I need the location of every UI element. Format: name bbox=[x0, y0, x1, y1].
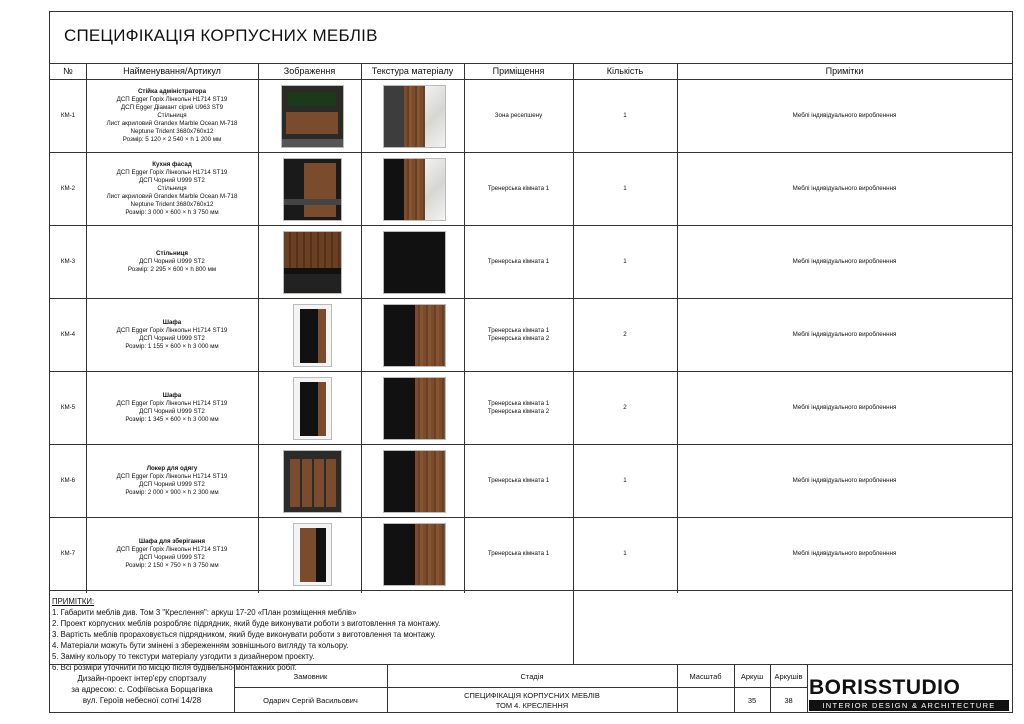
header-name: Найменування/Артикул bbox=[123, 66, 221, 76]
col-divider bbox=[361, 63, 362, 593]
black-swatch bbox=[384, 524, 415, 585]
item-quantity: 1 bbox=[623, 111, 627, 119]
note-item: 5. Заміну кольору то текстури матеріалу узгодити з дизайнером проєкту. bbox=[52, 652, 315, 661]
item-number: КМ-1 bbox=[60, 111, 76, 119]
item-spec-line: Розмір: 3 000 × 600 × h 3 750 мм bbox=[125, 208, 219, 216]
item-spec-line: Розмір: 2 295 × 600 × h 800 мм bbox=[127, 265, 217, 273]
material-texture bbox=[383, 231, 446, 294]
item-room: Тренерська кімната 1 bbox=[487, 549, 550, 557]
black-swatch bbox=[384, 232, 445, 293]
notes-divider bbox=[573, 593, 574, 664]
col-divider bbox=[258, 63, 259, 593]
item-note: Меблі індивідуального виробленння bbox=[792, 403, 897, 411]
project-info: Дизайн-проект інтер'єру спортзалу за адресою: с. Софіївська Борщагівка вул. Героїв небесної сотні 14/28 bbox=[71, 673, 213, 705]
sheet-label: Аркуш bbox=[740, 671, 764, 681]
furniture-image bbox=[293, 304, 332, 367]
walnut-swatch bbox=[415, 305, 446, 366]
material-texture bbox=[383, 85, 446, 148]
item-number: КМ-4 bbox=[60, 330, 76, 338]
furniture-image bbox=[281, 85, 344, 148]
client-name: Одарич Сергій Васильович bbox=[263, 696, 358, 705]
item-spec-line: ДСП Чорний U999 ST2 bbox=[139, 176, 205, 184]
material-texture bbox=[383, 450, 446, 513]
header-number: № bbox=[63, 66, 73, 76]
item-quantity: 2 bbox=[623, 403, 627, 411]
item-spec-line: Стільниця bbox=[157, 184, 187, 192]
item-quantity: 2 bbox=[623, 330, 627, 338]
black-swatch bbox=[384, 305, 415, 366]
item-name-cell bbox=[86, 371, 258, 444]
item-room: Тренерська кімната 1 Тренерська кімната 2 bbox=[487, 399, 550, 415]
stage-value: СПЕЦИФІКАЦІЯ КОРПУСНИХ МЕБЛІВ ТОМ 4. КРЕСЛЕННЯ bbox=[464, 690, 600, 710]
item-quantity: 1 bbox=[623, 184, 627, 192]
item-name-cell bbox=[86, 517, 258, 590]
item-name-cell bbox=[86, 298, 258, 371]
sheet-number: 35 bbox=[747, 696, 757, 705]
item-spec-line: ДСП Egger Горіх Лінкольн H1714 ST19 bbox=[116, 95, 228, 103]
notes-block bbox=[52, 596, 440, 673]
client-label: Замовник bbox=[293, 671, 328, 681]
note-item: 3. Вартість меблів прораховується підрядником, який буде виконувати роботи з виготовлення та монтажу. bbox=[52, 630, 436, 639]
item-number: КМ-3 bbox=[60, 257, 76, 265]
item-spec-line: Лист акриловий Grandex Marble Ocean M-718 bbox=[106, 119, 238, 127]
note-item: 1. Габарити меблів див. Том 3 "Креслення": аркуш 17-20 «План розміщення меблів» bbox=[52, 608, 357, 617]
studio-logo bbox=[807, 676, 1013, 713]
item-name: Стільниця bbox=[156, 249, 188, 257]
furniture-image bbox=[283, 450, 342, 513]
item-spec-line: ДСП Egger Діамант сірий U963 ST9 bbox=[120, 103, 224, 111]
item-name: Шафа bbox=[162, 391, 182, 399]
item-note: Меблі індивідуального виробленння bbox=[792, 330, 897, 338]
row-border bbox=[50, 590, 1012, 591]
material-texture bbox=[383, 377, 446, 440]
walnut-swatch bbox=[415, 524, 446, 585]
item-number: КМ-2 bbox=[60, 184, 76, 192]
item-name: Шафа bbox=[162, 318, 182, 326]
item-spec-line: Neptune Trident 3680x760x12 bbox=[130, 127, 214, 135]
walnut-swatch bbox=[415, 451, 446, 512]
header-image: Зображення bbox=[283, 66, 336, 76]
item-spec-line: ДСП Egger Горіх Лінкольн H1714 ST19 bbox=[116, 326, 228, 334]
marble-swatch bbox=[425, 86, 445, 147]
item-room: Тренерська кімната 1 Тренерська кімната 2 bbox=[487, 326, 550, 342]
header-quantity: Кількість bbox=[606, 66, 644, 76]
material-texture bbox=[383, 523, 446, 586]
header-room: Приміщення bbox=[492, 66, 545, 76]
notes-header: ПРИМІТКИ: bbox=[52, 597, 95, 606]
item-note: Меблі індивідуального виробленння bbox=[792, 549, 897, 557]
item-spec-line: ДСП Egger Горіх Лінкольн H1714 ST19 bbox=[116, 168, 228, 176]
drawing-sheet bbox=[49, 11, 1013, 713]
material-texture bbox=[383, 304, 446, 367]
item-room: Зона ресепшену bbox=[494, 111, 543, 119]
item-spec-line: Розмір: 1 155 × 600 × h 3 000 мм bbox=[125, 342, 219, 350]
item-spec-line: ДСП Egger Горіх Лінкольн H1714 ST19 bbox=[116, 545, 228, 553]
item-name: Локер для одягу bbox=[146, 464, 198, 472]
item-name: Кухня фасад bbox=[152, 160, 192, 168]
logo-subtitle: INTERIOR DESIGN & ARCHITECTURE bbox=[809, 700, 1009, 711]
item-name-cell bbox=[86, 444, 258, 517]
item-spec-line: ДСП Egger Горіх Лінкольн H1714 ST19 bbox=[116, 399, 228, 407]
scale-label: Масштаб bbox=[689, 671, 722, 681]
walnut-swatch bbox=[404, 159, 424, 220]
furniture-image bbox=[293, 377, 332, 440]
black-swatch bbox=[384, 451, 415, 512]
item-spec-line: Розмір: 2 000 × 900 × h 2 300 мм bbox=[125, 488, 219, 496]
item-spec-line: Розмір: 1 345 × 600 × h 3 000 мм bbox=[125, 415, 219, 423]
item-spec-line: ДСП Egger Горіх Лінкольн H1714 ST19 bbox=[116, 472, 228, 480]
item-spec-line: Neptune Trident 3680x760x12 bbox=[130, 200, 214, 208]
walnut-swatch bbox=[404, 86, 424, 147]
note-item: 2. Проект корпусних меблів розробляє підрядник, який буде виконувати роботи з виготовлення та монтажу. bbox=[52, 619, 441, 628]
note-item: 4. Матеріали можуть бути змінені з збереженням зовнішнього вигляду та кольору. bbox=[52, 641, 349, 650]
item-spec-line: ДСП Чорний U999 ST2 bbox=[139, 257, 205, 265]
marble-swatch bbox=[425, 159, 445, 220]
furniture-image bbox=[283, 158, 342, 221]
sheets-label: Аркушів bbox=[774, 671, 803, 681]
item-number: КМ-6 bbox=[60, 476, 76, 484]
item-room: Тренерська кімната 1 bbox=[487, 476, 550, 484]
header-texture: Текстура матеріалу bbox=[371, 66, 454, 76]
furniture-image bbox=[293, 523, 332, 586]
item-name-cell bbox=[86, 225, 258, 298]
item-quantity: 1 bbox=[623, 257, 627, 265]
page-title: СПЕЦИФІКАЦІЯ КОРПУСНИХ МЕБЛІВ bbox=[64, 26, 378, 45]
item-spec-line: ДСП Чорний U999 ST2 bbox=[139, 553, 205, 561]
item-spec-line: ДСП Чорний U999 ST2 bbox=[139, 480, 205, 488]
item-name: Стійка адміністратора bbox=[137, 87, 207, 95]
item-room: Тренерська кімната 1 bbox=[487, 184, 550, 192]
header-notes: Примітки bbox=[825, 66, 864, 76]
item-spec-line: Розмір: 2 150 × 750 × h 3 750 мм bbox=[125, 561, 219, 569]
sheets-total: 38 bbox=[784, 696, 793, 705]
material-texture bbox=[383, 158, 446, 221]
item-number: КМ-5 bbox=[60, 403, 76, 411]
item-name-cell bbox=[86, 79, 258, 152]
item-quantity: 1 bbox=[623, 476, 627, 484]
item-name: Шафа для зберігання bbox=[138, 537, 206, 545]
stage-label: Стадія bbox=[520, 671, 544, 681]
item-note: Меблі індивідуального виробленння bbox=[792, 257, 897, 265]
note-item: 6. Всі розміри уточнити по місцю після будівельно-монтажних робіт. bbox=[52, 663, 297, 672]
item-spec-line: Лист акриловий Grandex Marble Ocean M-718 bbox=[106, 192, 238, 200]
logo-text: BORISSTUDIO bbox=[809, 676, 961, 699]
item-spec-line: Розмір: 5 120 × 2 540 × h 1 200 мм bbox=[122, 135, 222, 143]
item-note: Меблі індивідуального виробленння bbox=[792, 184, 897, 192]
black-swatch bbox=[384, 159, 404, 220]
item-number: КМ-7 bbox=[60, 549, 76, 557]
walnut-swatch bbox=[415, 378, 446, 439]
grey-swatch bbox=[384, 86, 404, 147]
item-spec-line: ДСП Чорний U999 ST2 bbox=[139, 407, 205, 415]
item-spec-line: Стільниця bbox=[157, 111, 187, 119]
item-quantity: 1 bbox=[623, 549, 627, 557]
item-note: Меблі індивідуального виробленння bbox=[792, 476, 897, 484]
item-note: Меблі індивідуального виробленння bbox=[792, 111, 897, 119]
furniture-image bbox=[283, 231, 342, 294]
black-swatch bbox=[384, 378, 415, 439]
item-spec-line: ДСП Чорний U999 ST2 bbox=[139, 334, 205, 342]
item-room: Тренерська кімната 1 bbox=[487, 257, 550, 265]
item-name-cell bbox=[86, 152, 258, 225]
